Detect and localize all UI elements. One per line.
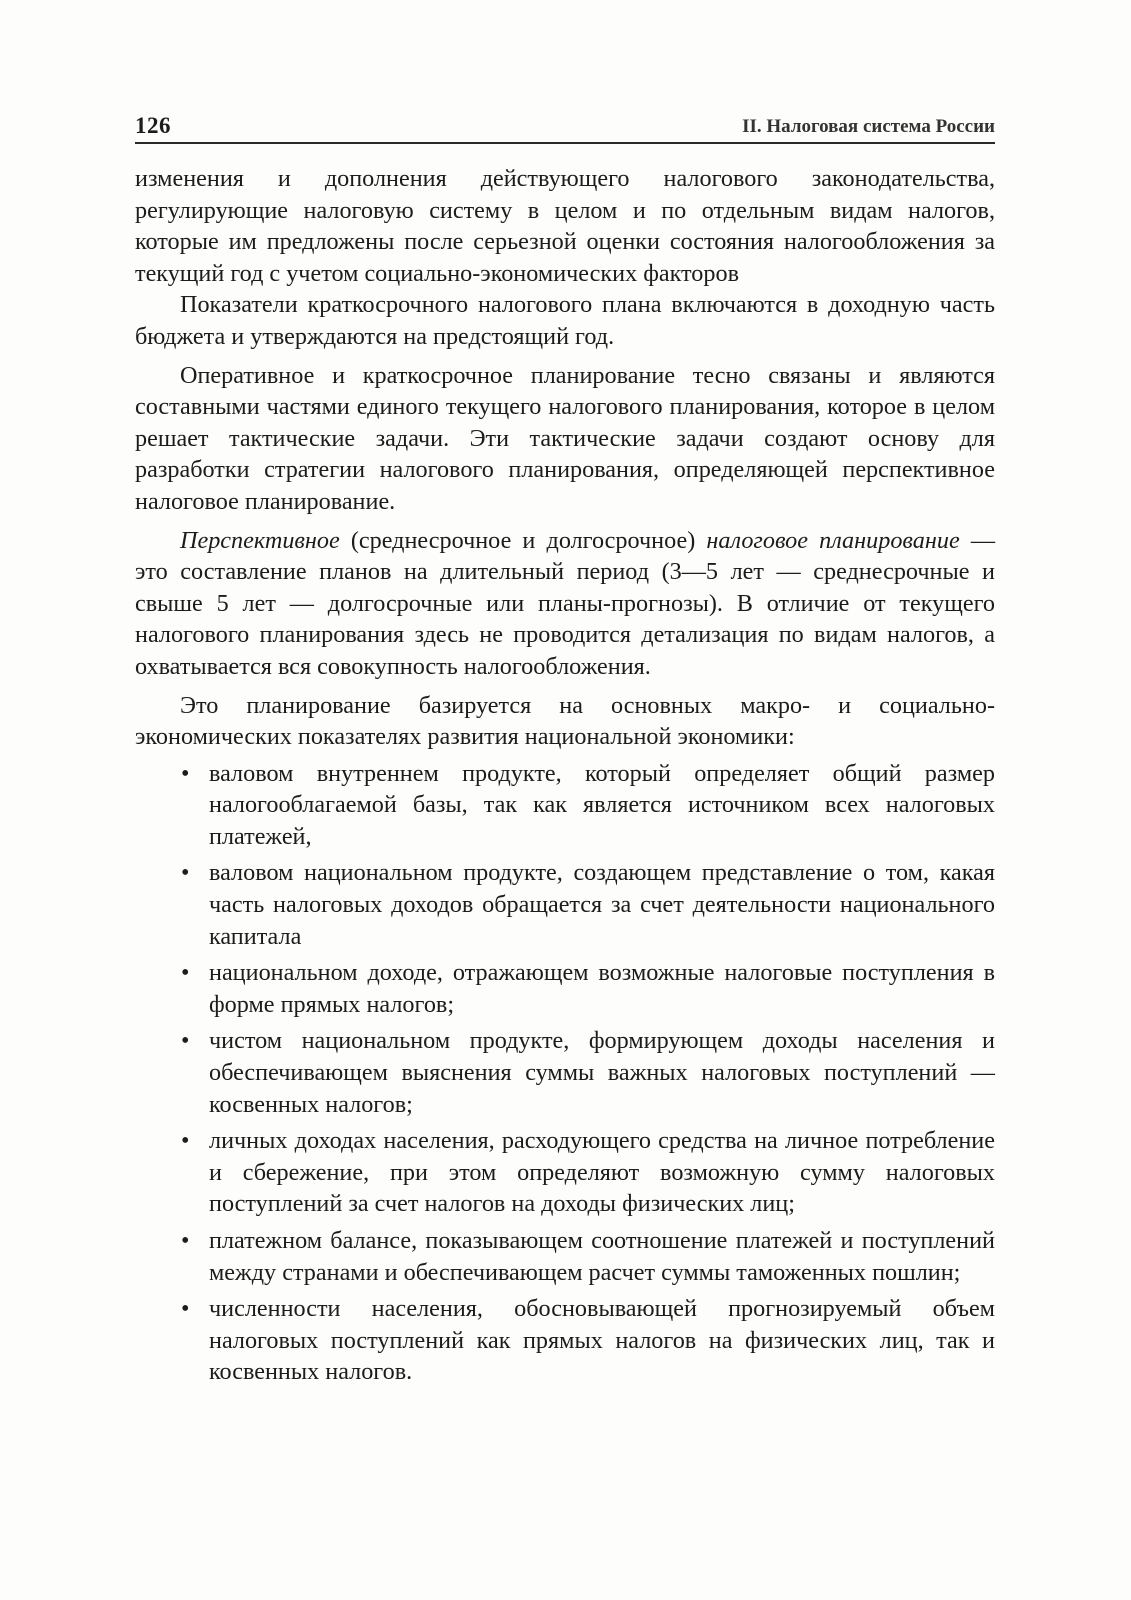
paragraph-perspective-planning — [135, 525, 995, 683]
list-item: • национальном доходе, отражающем возможные налоговые поступления в форме прямых налогов; — [135, 957, 995, 1020]
paragraph-text: (среднесрочное и долгосрочное) — [339, 526, 707, 554]
page-number: 126 — [135, 113, 171, 138]
paragraph: изменения и дополнения действующего налогового законодательства, регулирующие налоговую систему в целом и по отдельным видам налогов, которые им предложены после серьезной оценки состояния налогообложения за текущий год с учетом социально-экономических факторов — [135, 165, 995, 287]
list-item: • валовом внутреннем продукте, который определяет общий размер налогооблагаемой базы, так как является источником всех налоговых платежей, — [135, 758, 995, 853]
list-item: • чистом национальном продукте, формирующем доходы населения и обеспечивающем выяснения суммы важных налоговых поступлений — косвенных налогов; — [135, 1025, 995, 1120]
body-text — [135, 163, 995, 1388]
list-item: • личных доходах населения, расходующего средства на личное потребление и сбережение, при этом определяют возможную сумму налоговых поступлений за счет налогов на доходы физических лиц; — [135, 1125, 995, 1220]
list-item: • платежном балансе, показывающем соотношение платежей и поступлений между странами и обеспечивающем расчет суммы таможенных пошлин; — [135, 1225, 995, 1288]
paragraph: Показатели краткосрочного налогового плана включаются в доходную часть бюджета и утверждаются на предстоящий год. — [135, 291, 995, 350]
italic-term: Перспективное — [180, 526, 340, 554]
bullet-list — [135, 758, 995, 1388]
running-title: II. Налоговая система России — [742, 116, 995, 137]
italic-term: налоговое планирование — [706, 526, 960, 554]
list-item: • численности населения, обосновывающей прогнозируемый объем налоговых поступлений как прямых налогов на физических лиц, так и косвенных налогов. — [135, 1293, 995, 1388]
paragraph: Это планирование базируется на основных макро- и социально-экономических показателях развития национальной экономики: — [135, 691, 995, 751]
list-item: • валовом национальном продукте, создающем представление о том, какая часть налоговых доходов обращается за счет деятельности национального капитала — [135, 857, 995, 952]
page-header — [135, 108, 995, 144]
paragraph-text: — это составление планов на длительный период (3—5 лет — среднесрочные и свыше 5 лет — долгосрочные или планы-прогнозы). В отличие от текущего налогового планирования здесь не проводится детализация по видам налогов, а охватывается вся совокупность налогообложения. — [135, 526, 996, 680]
paragraph: Оперативное и краткосрочное планирование тесно связаны и являются составными частями единого текущего налогового планирования, которое в целом решает тактические задачи. Эти тактические задачи создают основу для разработки стратегии налогового планирования, определяющей перспективное налоговое планирование. — [135, 361, 995, 515]
